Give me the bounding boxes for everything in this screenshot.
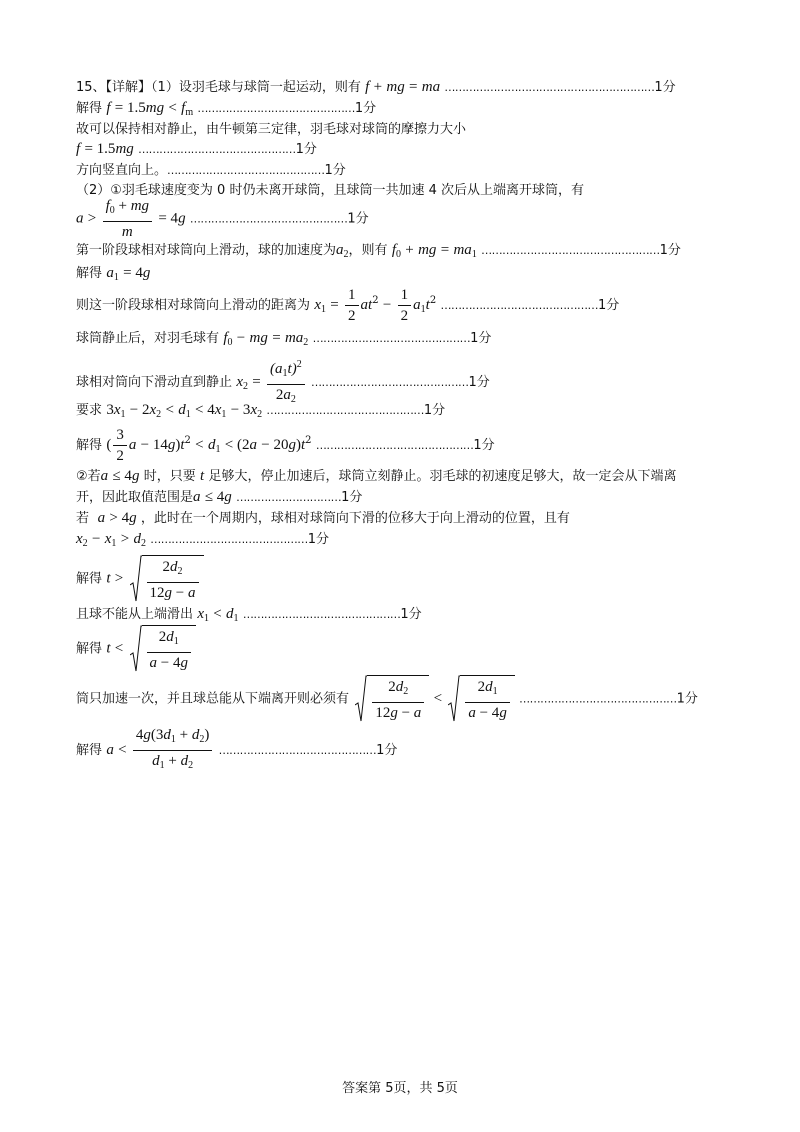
- line-16: 开，因此取值范围是a ≤ 4g …………………………1分: [76, 489, 363, 505]
- line-10: 则这一阶段球相对球筒向上滑动的距离为 $x_1$ = $\frac{1}{2}$ $at^2$ − $\frac{1}{2}$ $a_1t^2$ ………………………………………1分: [76, 287, 620, 324]
- line-7: a > $\frac{f_0 + mg}{m}$ = 4g ………………………………………1分: [76, 198, 369, 240]
- line-22: 筒只加速一次，并且球总能从下端离开则必须有 $\frac{2d_2}{12g - a}$ < $\frac{2d_1}{a - 4g}$ ………………………………………1分: [76, 675, 698, 723]
- line-12: 球相对筒向下滑动直到静止 $x_2$ = $\frac{(a_1t)^2}{2a_2}$ ………………………………………1分: [76, 355, 490, 410]
- line-20: 且球不能从上端滑出 $x_1 < d_1$ ………………………………………1分: [76, 606, 422, 624]
- line-2: 解得 $f = 1.5mg < f_m$ ………………………………………1分: [76, 100, 377, 118]
- line-6: （2）①羽毛球速度变为 0 时仍未离开球筒，且球筒一共加速 4 次后从上端离开球筒，有: [76, 183, 584, 198]
- line-14: 解得 ( $\frac{3}{2}$ $a - 14g)t^2 < d_1 < (2a - 20g)t^2$ ………………………………………1分: [76, 427, 495, 464]
- line-1: 15、【详解】（1）设羽毛球与球筒一起运动，则有 f + mg = ma ……………………………………………………1分: [76, 79, 676, 95]
- line-9: 解得 $a_1 = 4g$: [76, 265, 151, 283]
- line-4: f = 1.5mg ………………………………………1分: [76, 141, 317, 157]
- line-19: 解得 t > $\frac{2d_2}{12g - a}$: [76, 555, 204, 603]
- line-8: 第一阶段球相对球筒向上滑动，球的加速度为$a_2$，则有 $f_0$ + mg = $ma_1$ ……………………………………………1分: [76, 242, 681, 260]
- line-15: ②若a ≤ 4g 时，只要 t 足够大，停止加速后，球筒立刻静止。羽毛球的初速度足够大，故一定会从下端离: [76, 468, 677, 484]
- line-23: 解得 a < $\frac{4g(3d_1 + d_2)}{d_1 + d_2}$ ………………………………………1分: [76, 727, 398, 771]
- line-18: $x_2 - x_1 > d_2$ ………………………………………1分: [76, 531, 330, 549]
- line-5: 方向竖直向上。………………………………………1分: [76, 163, 346, 178]
- page-footer: 答案第 5页，共 5页: [342, 1081, 458, 1096]
- line-13: 要求 $3x_1 - 2x_2 < d_1 < 4x_1 - 3x_2$ ………………………………………1分: [76, 402, 446, 420]
- line-3: 故可以保持相对静止，由牛顿第三定律，羽毛球对球筒的摩擦力大小: [76, 122, 467, 137]
- line-21: 解得 t < $\frac{2d_1}{a - 4g}$: [76, 625, 196, 673]
- line-17: 若 a > 4g ，此时在一个周期内，球相对球筒向下滑的位移大于向上滑动的位置，且有: [76, 510, 570, 526]
- line-11: 球筒静止后，对羽毛球有 $f_0$ − mg = $ma_2$ ………………………………………1分: [76, 330, 492, 348]
